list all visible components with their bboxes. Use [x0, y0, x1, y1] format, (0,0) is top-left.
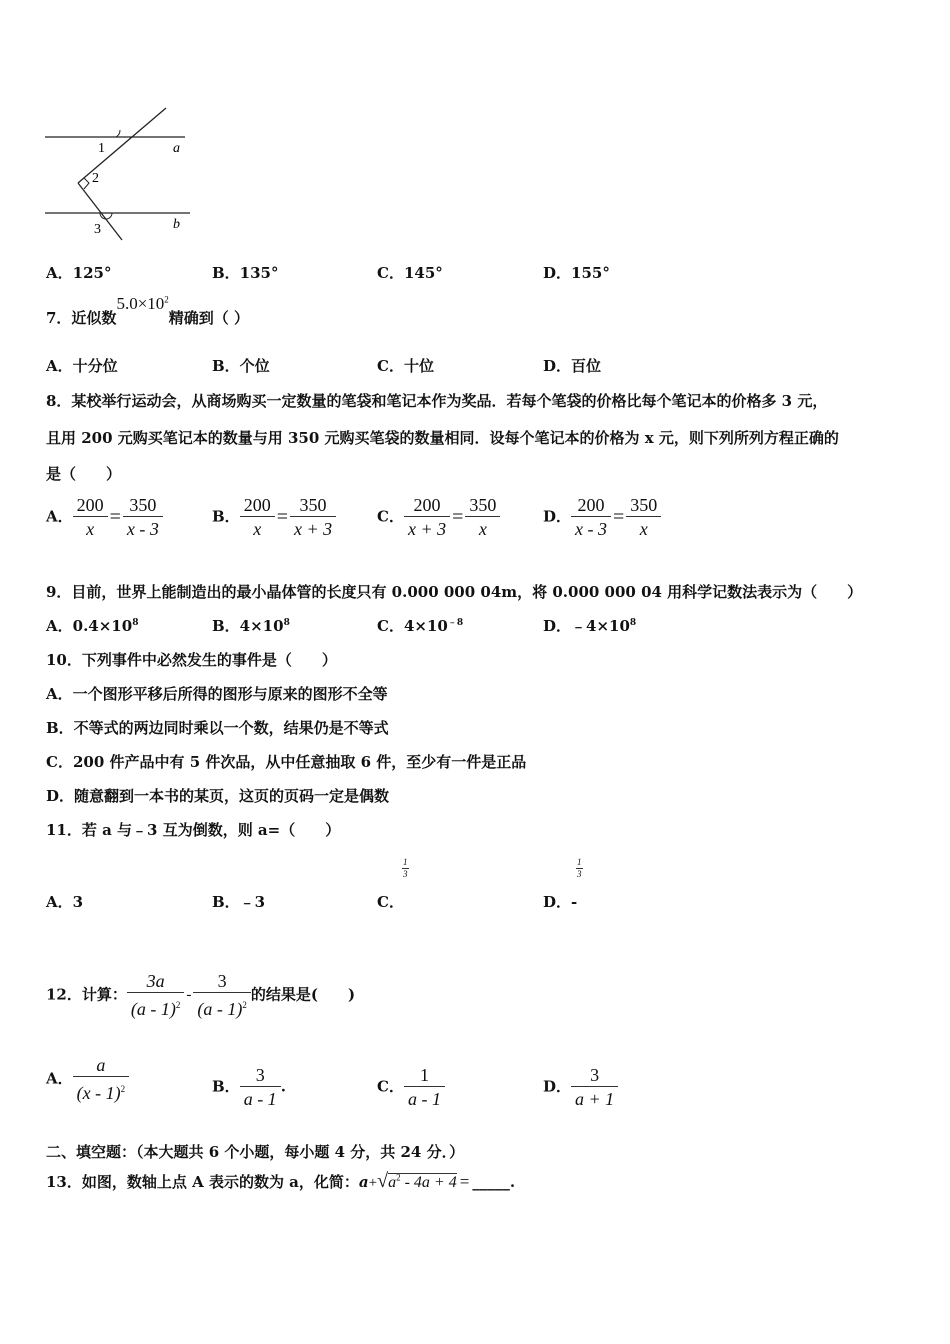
q9-option-c[interactable]: C．$4\times 10^{﹣8}$ — [377, 617, 464, 635]
radicand: $a^2 - 4a + 4$ — [388, 1172, 457, 1191]
q8-line1: 8．某校举行运动会，从商场购买一定数量的笔袋和笔记本作为奖品．若每个笔袋的价格比每个笔记本的价格多 3 元， — [46, 392, 828, 410]
q7-suffix: 精确到（ ） — [168, 309, 250, 327]
q11-stem: 11．若 a 与﹣3 互为倒数，则 a=（ ） — [46, 821, 341, 839]
answer-blank[interactable]: _____ — [472, 1173, 510, 1191]
q7-option-d[interactable]: D．百位 — [543, 357, 602, 375]
angle1-arc — [116, 130, 120, 137]
q7-option-b[interactable]: B．个位 — [212, 357, 270, 375]
q11-option-a[interactable]: A．3 — [46, 893, 84, 911]
q9-option-d[interactable]: D．$﹣4\times 10^8$ — [543, 617, 637, 635]
q7-option-a[interactable]: A．十分位 — [46, 357, 118, 375]
q10-option-c[interactable]: C．200 件产品中有 5 件次品，从中任意抽取 6 件，至少有一件是正品 — [46, 753, 527, 771]
q12-option-c[interactable]: C． $\frac{1}{a - 1}$ — [377, 1064, 445, 1111]
sqrt-symbol: √ — [377, 1170, 389, 1192]
q8-option-c[interactable]: C． $\frac{200}{x + 3}$ = $\frac{350}{x}$ — [377, 494, 500, 541]
q10-option-a[interactable]: A．一个图形平移后所得的图形与原来的图形不全等 — [46, 685, 388, 703]
q8-option-b[interactable]: B． $\frac{200}{x}$ = $\frac{350}{x + 3}$ — [212, 494, 336, 541]
q7-prefix: 7．近似数 — [46, 309, 117, 327]
q6-option-b[interactable]: B．135° — [212, 264, 279, 282]
q8-option-d[interactable]: D． $\frac{200}{x - 3}$ = $\frac{350}{x}$ — [543, 494, 661, 541]
q12-option-a[interactable]: A． $\frac{a}{(x - 1)^2}$ — [46, 1054, 129, 1105]
q6-option-d[interactable]: D．155° — [543, 264, 610, 282]
q11-option-c-fraction: 1 3 — [403, 857, 408, 879]
label-1: 1 — [98, 141, 105, 156]
q7-option-c[interactable]: C．十位 — [377, 357, 434, 375]
section-2-heading: 二、填空题：（本大题共 6 个小题，每小题 4 分，共 24 分．） — [46, 1143, 465, 1161]
right-angle-mark — [84, 178, 89, 189]
q7-exp: 2 — [164, 294, 169, 305]
q10-stem: 10．下列事件中必然发生的事件是（ ） — [46, 651, 337, 669]
q13-stem: 13．如图，数轴上点 A 表示的数为 a，化简：$a+√a^2 - 4a + 4$ = _____. — [46, 1170, 516, 1192]
q6-option-a[interactable]: A．125° — [46, 264, 112, 282]
q10-option-b[interactable]: B．不等式的两边同时乘以一个数，结果仍是不等式 — [46, 719, 389, 737]
label-3: 3 — [94, 222, 101, 237]
label-2: 2 — [92, 171, 99, 186]
q7-stem — [46, 294, 250, 328]
q12-option-b[interactable]: B． $\frac{3}{a - 1}$ . — [212, 1065, 286, 1109]
label-b: b — [173, 217, 180, 232]
q7-number: 5.0×10 — [116, 294, 165, 313]
q10-option-d[interactable]: D．随意翻到一本书的某页，这页的页码一定是偶数 — [46, 787, 390, 805]
q11-option-c[interactable]: C． — [377, 893, 404, 911]
q12-option-d[interactable]: D． $\frac{3}{a + 1}$ — [543, 1064, 618, 1111]
q8-line2: 且用 200 元购买笔记本的数量与用 350 元购买笔袋的数量相同．设每个笔记本的价格为 x 元，则下列所列方程正确的 — [46, 429, 839, 447]
q12-stem: 12．计算： $\frac{3a}{(a - 1)^2}$ - $\frac{3}{(a - 1)^2}$ 的结果是( ) — [46, 971, 356, 1019]
angle-figure — [40, 100, 200, 245]
q6-option-c[interactable]: C．145° — [377, 264, 443, 282]
q11-option-d-fraction: 1 3 — [577, 857, 582, 879]
label-a: a — [173, 141, 180, 156]
q8-option-a[interactable]: A． $\frac{200}{x}$ = $\frac{350}{x - 3}$ — [46, 494, 163, 541]
q9-option-a[interactable]: A．$0.4\times 10^8$ — [46, 617, 139, 635]
q9-stem: 9．目前，世界上能制造出的最小晶体管的长度只有 0.000 000 04m，将 0.000 000 04 用科学记数法表示为（ ） — [46, 583, 863, 601]
q11-option-d[interactable]: D．- — [543, 893, 578, 911]
q8-line3: 是（ ） — [46, 465, 122, 483]
q9-option-b[interactable]: B．$4\times 10^8$ — [212, 617, 290, 635]
q11-option-b[interactable]: B．﹣3 — [212, 893, 266, 911]
